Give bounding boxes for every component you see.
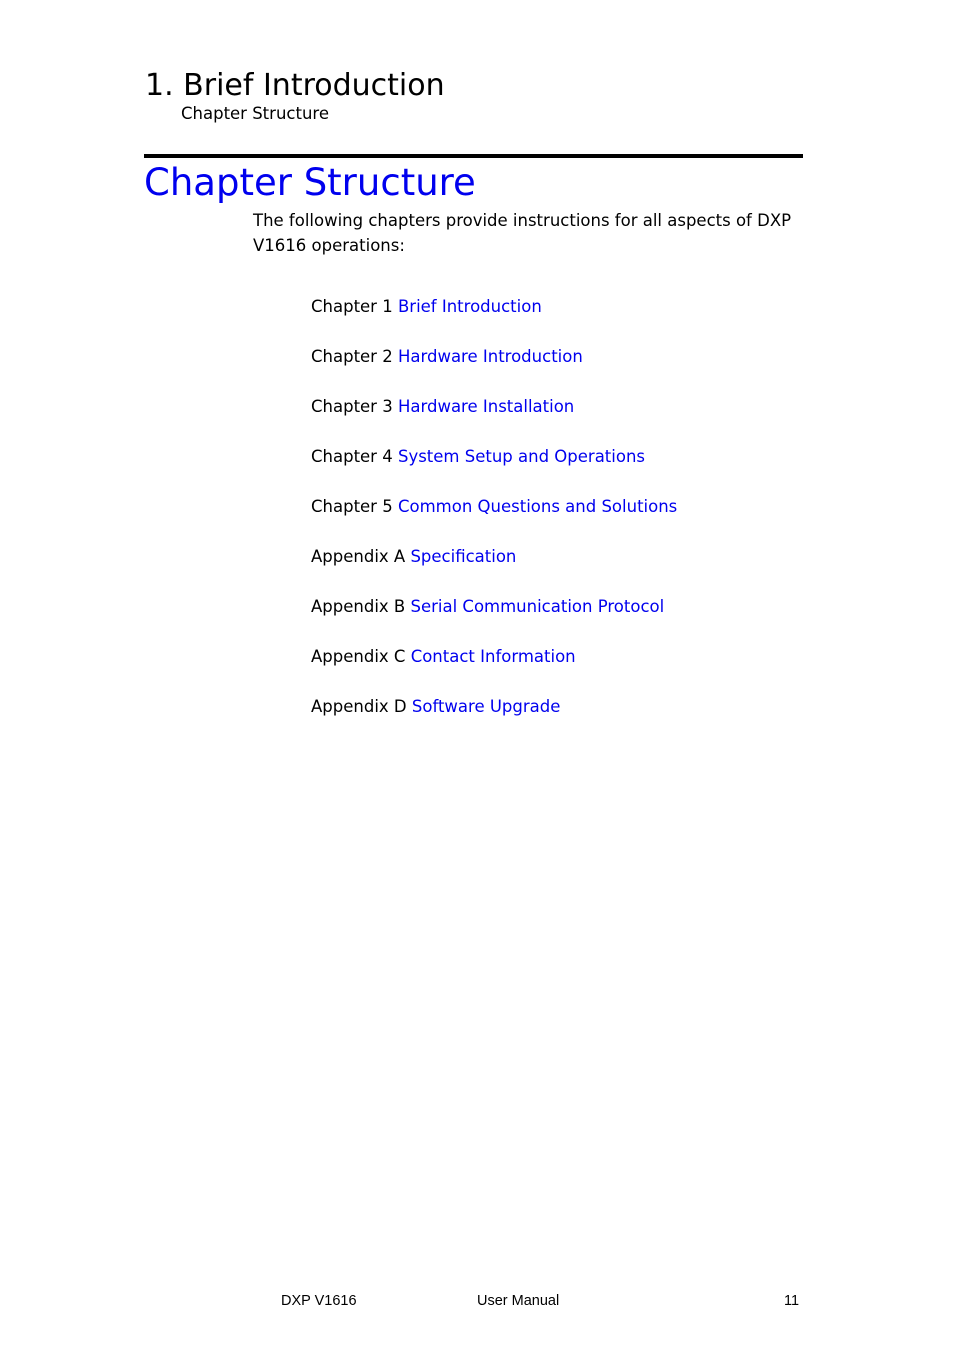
toc-prefix: Appendix B — [311, 597, 406, 616]
toc-item-chapter-2 — [311, 344, 677, 394]
toc-item-appendix-d — [311, 694, 677, 744]
toc-link-hardware-introduction[interactable]: Hardware Introduction — [397, 347, 583, 366]
toc-item-chapter-4 — [311, 444, 677, 494]
section-breadcrumb: Chapter Structure — [181, 104, 329, 123]
toc-prefix: Chapter 2 — [311, 347, 393, 366]
toc-prefix: Chapter 1 — [311, 297, 393, 316]
footer-page-number: 11 — [784, 1293, 800, 1309]
toc-prefix: Chapter 5 — [311, 497, 393, 516]
toc-link-contact-information[interactable]: Contact Information — [410, 647, 576, 666]
section-title: Chapter Structure — [144, 161, 476, 204]
toc-prefix: Appendix A — [311, 547, 406, 566]
toc-item-chapter-3 — [311, 394, 677, 444]
toc-prefix: Appendix C — [311, 647, 406, 666]
toc-link-system-setup[interactable]: System Setup and Operations — [397, 447, 646, 466]
toc-item-appendix-c — [311, 644, 677, 694]
toc-item-appendix-a — [311, 544, 677, 594]
toc-link-software-upgrade[interactable]: Software Upgrade — [411, 697, 561, 716]
section-divider — [144, 154, 803, 158]
toc-link-brief-introduction[interactable]: Brief Introduction — [397, 297, 542, 316]
chapter-heading: 1. Brief Introduction — [145, 68, 445, 103]
toc-prefix: Appendix D — [311, 697, 407, 716]
toc-link-serial-protocol[interactable]: Serial Communication Protocol — [410, 597, 665, 616]
toc-item-chapter-5 — [311, 494, 677, 544]
toc-item-chapter-1 — [311, 294, 677, 344]
toc-prefix: Chapter 4 — [311, 447, 393, 466]
intro-paragraph: The following chapters provide instructions for all aspects of DXP V1616 operations: — [253, 211, 792, 255]
toc-prefix: Chapter 3 — [311, 397, 393, 416]
footer-document-title: User Manual — [477, 1293, 560, 1309]
toc-link-specification[interactable]: Specification — [410, 547, 517, 566]
toc-link-hardware-installation[interactable]: Hardware Installation — [397, 397, 575, 416]
footer-product-name: DXP V1616 — [281, 1293, 357, 1309]
chapter-list — [311, 294, 677, 744]
toc-link-common-questions[interactable]: Common Questions and Solutions — [397, 497, 678, 516]
toc-item-appendix-b — [311, 594, 677, 644]
